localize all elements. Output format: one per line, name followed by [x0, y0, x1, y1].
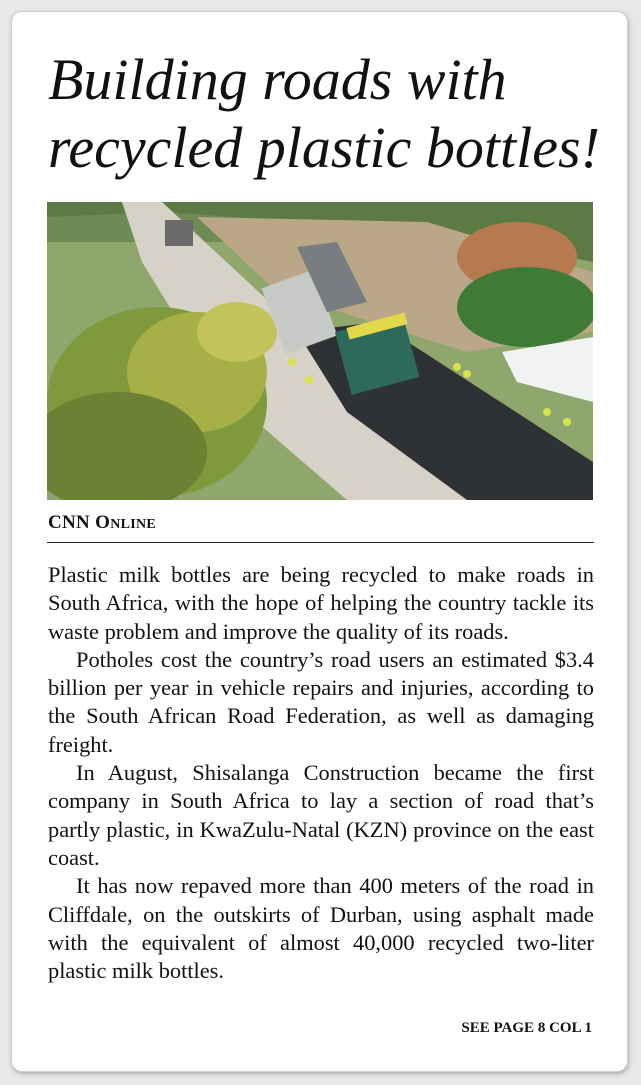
road-construction-illustration	[47, 202, 593, 500]
divider	[47, 542, 594, 543]
article-body	[48, 561, 594, 985]
source-credit-cap: CNN O	[48, 512, 111, 533]
source-credit	[48, 512, 156, 534]
paragraph: Plastic milk bottles are being recycled to make roads in South Africa, with the hope of helping the country tackle its waste problem and improve the quality of its roads.	[48, 562, 594, 644]
headline: Building roads with recycled plastic bottles!	[48, 47, 600, 180]
article-card	[12, 12, 627, 1071]
paragraph: In August, Shisalanga Construction became the first company in South Africa to lay a section of road that’s partly plastic, in KwaZulu-Natal (KZN) province on the east coast.	[48, 760, 594, 870]
source-credit-small: NLINE	[110, 517, 157, 532]
paragraph: It has now repaved more than 400 meters of the road in Cliffdale, on the outskirts of Durban, using asphalt made with the equivalent of almost 40,000 recycled two-liter plastic milk bottles.	[48, 873, 594, 984]
paragraph: Potholes cost the country’s road users an estimated $3.4 billion per year in vehicle repairs and injuries, according to the South African Road Federation, as well as damaging freight.	[48, 646, 594, 757]
road-construction-photo	[47, 202, 593, 500]
continued-link[interactable]: SEE PAGE 8 COL 1	[461, 1020, 592, 1036]
